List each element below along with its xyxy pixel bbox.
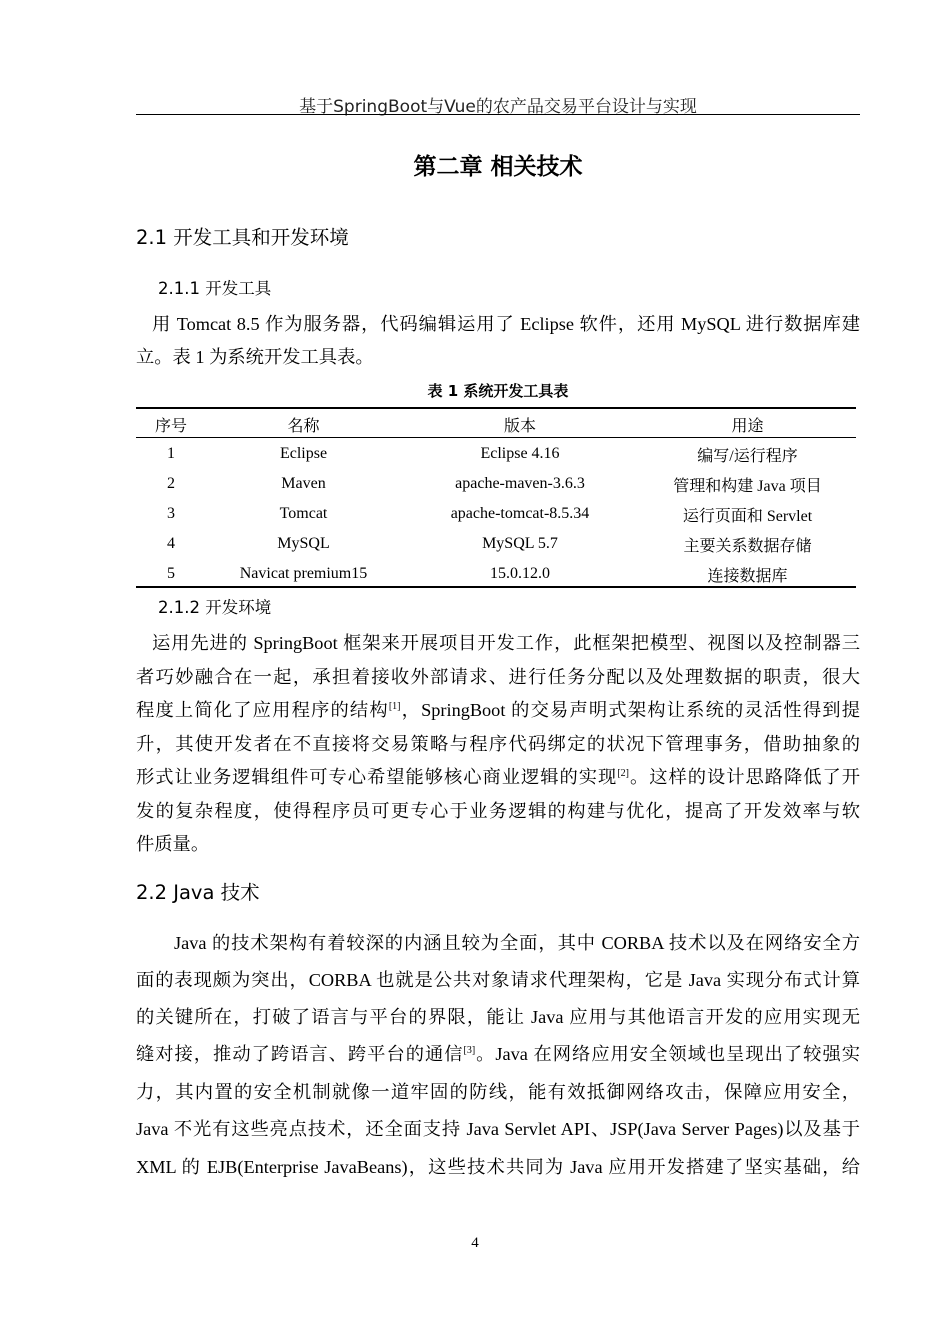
column-header: 版本 bbox=[503, 418, 536, 435]
section-heading-2-1-2: 2.1.2 开发环境 bbox=[158, 598, 272, 617]
table-cell: 编写/运行程序 bbox=[697, 447, 798, 465]
citation: [3] bbox=[463, 1045, 476, 1056]
table-cell: apache-tomcat-8.5.34 bbox=[450, 505, 590, 522]
text-run: 形式让业务逻辑组件可专心希望能够核心商业逻辑的实现 bbox=[136, 767, 618, 787]
column-header: 用途 bbox=[731, 418, 764, 435]
page-number: 4 bbox=[471, 1235, 479, 1251]
table-cell: 4 bbox=[167, 535, 175, 552]
paragraph-line: Java 的技术架构有着较深的内涵且较为全面，其中 CORBA 技术以及在网络安全方 bbox=[174, 933, 860, 953]
table-row bbox=[136, 439, 856, 469]
paragraph-line: Java 不光有这些亮点技术，还全面支持 Java Servlet API、JSP(Java Server Pages)以及基于 bbox=[136, 1119, 860, 1139]
paragraph-line: 运用先进的 SpringBoot 框架来开展项目开发工作，此框架把模型、视图以及控制器三 bbox=[152, 633, 860, 653]
text-run: 。这样的设计思路降低了开 bbox=[628, 767, 861, 787]
paragraph-line: 用 Tomcat 8.5 作为服务器，代码编辑运用了 Eclipse 软件，还用 MySQL 进行数据库建 bbox=[152, 314, 860, 334]
paragraph-line bbox=[136, 1040, 860, 1066]
paragraph-line: 发的复杂程度，使得程序员可更专心于业务逻辑的构建与优化，提高了开发效率与软 bbox=[136, 801, 860, 821]
chapter-title: 第二章 相关技术 bbox=[413, 154, 583, 180]
table-cell: apache-maven-3.6.3 bbox=[455, 475, 585, 492]
table-cell: Eclipse 4.16 bbox=[480, 445, 560, 462]
running-header: 基于SpringBoot与Vue的农产品交易平台设计与实现 bbox=[299, 97, 697, 117]
paragraph-line: 者巧妙融合在一起，承担着接收外部请求、进行任务分配以及处理数据的职责，很大 bbox=[136, 667, 860, 687]
paragraph-line: 件质量。 bbox=[136, 834, 210, 854]
table-cell: Navicat premium15 bbox=[239, 565, 368, 582]
paragraph-line bbox=[136, 696, 860, 722]
table-cell: 15.0.12.0 bbox=[490, 565, 550, 582]
table-cell: 运行页面和 Servlet bbox=[682, 507, 813, 525]
section-heading-2-2: 2.2 Java 技术 bbox=[136, 881, 260, 904]
citation: [2] bbox=[617, 768, 629, 779]
table-row bbox=[136, 499, 856, 529]
paragraph-line: 面的表现颇为突出，CORBA 也就是公共对象请求代理架构，它是 Java 实现分布式计算 bbox=[136, 970, 860, 990]
text-run: 程度上简化了应用程序的结构 bbox=[136, 700, 389, 720]
table-cell: MySQL bbox=[277, 535, 330, 552]
citation: [1] bbox=[388, 701, 401, 712]
paragraph-line: 力，其内置的安全机制就像一道牢固的防线，能有效抵御网络攻击，保障应用安全， bbox=[136, 1082, 860, 1102]
table-cell: MySQL 5.7 bbox=[482, 535, 558, 552]
table-header-row bbox=[136, 410, 856, 439]
table-cell: 1 bbox=[167, 445, 175, 462]
paragraph-line: XML 的 EJB(Enterprise JavaBeans)，这些技术共同为 Java 应用开发搭建了坚实基础，给 bbox=[136, 1157, 860, 1177]
section-heading-2-1: 2.1 开发工具和开发环境 bbox=[136, 226, 349, 249]
paragraph-line bbox=[136, 763, 860, 789]
section-heading-2-1-1: 2.1.1 开发工具 bbox=[158, 279, 272, 298]
table-cell: 5 bbox=[167, 565, 175, 582]
table-cell: Eclipse bbox=[279, 445, 328, 462]
column-header: 序号 bbox=[154, 418, 187, 435]
table-cell: 2 bbox=[167, 475, 175, 492]
text-run: 。Java 在网络应用安全领域也呈现出了较强实 bbox=[475, 1044, 860, 1064]
paragraph-line: 的关键所在，打破了语言与平台的界限，能让 Java 应用与其他语言开发的应用实现无 bbox=[136, 1007, 860, 1027]
paragraph-line: 升，其使开发者在不直接将交易策略与程序代码绑定的状况下管理事务，借助抽象的 bbox=[136, 734, 860, 754]
table-cell: 连接数据库 bbox=[707, 567, 788, 585]
table-row bbox=[136, 559, 856, 589]
table-cell: Tomcat bbox=[279, 505, 328, 522]
table-cell: 主要关系数据存储 bbox=[683, 537, 812, 555]
table-cell: 3 bbox=[167, 505, 175, 522]
table-cell: Maven bbox=[281, 475, 326, 492]
dev-tools-table bbox=[136, 410, 856, 589]
table-caption: 表 1 系统开发工具表 bbox=[427, 382, 569, 400]
text-run: 缝对接，推动了跨语言、跨平台的通信 bbox=[136, 1044, 464, 1064]
table-cell: 管理和构建 Java 项目 bbox=[673, 477, 822, 495]
text-run: ，SpringBoot 的交易声明式架构让系统的灵活性得到提 bbox=[400, 700, 861, 720]
header-rule bbox=[136, 114, 860, 115]
table-row bbox=[136, 469, 856, 499]
paragraph-line: 立。表 1 为系统开发工具表。 bbox=[136, 347, 374, 367]
table-top-rule bbox=[136, 407, 856, 409]
table-row bbox=[136, 529, 856, 559]
column-header: 名称 bbox=[287, 418, 320, 435]
